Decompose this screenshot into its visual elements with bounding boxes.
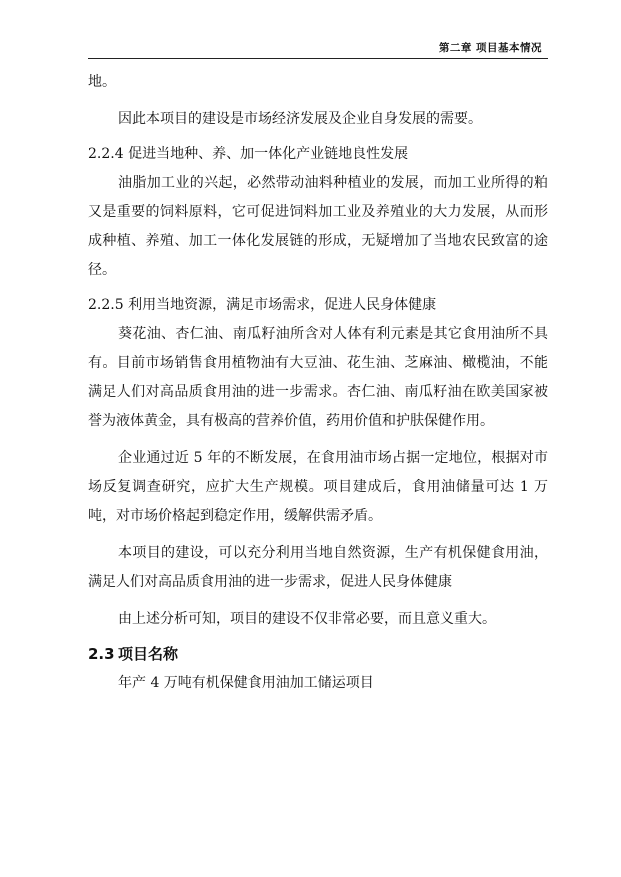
section-title: 项目名称 — [118, 645, 179, 663]
paragraph: 企业通过近 5 年的不断发展，在食用油市场占据一定地位，根据对市场反复调查研究，应扩大生产规模。项目建成后，食用油储量可达 1 万吨，对市场价格起到稳定作用，缓解供需矛盾。 — [88, 450, 548, 524]
paragraph: 葵花油、杏仁油、南瓜籽油所含对人体有利元素是其它食用油所不具有。目前市场销售食用植物油有大豆油、花生油、芝麻油、橄榄油，不能满足人们对高品质食用油的进一步需求。杏仁油、南瓜籽油在欧美国家被誉为液体黄金，具有极高的营养价值，药用价值和护肤保健作用。 — [88, 326, 548, 429]
section-content: 年产 4 万吨有机保健食用油加工储运项目 — [118, 675, 374, 691]
paragraph: 由上述分析可知，项目的建设不仅非常必要，而且意义重大。 — [118, 611, 496, 627]
section-number: 2.3 — [88, 645, 115, 663]
subsection-heading-2-2-5: 2.2.5 利用当地资源，满足市场需求，促进人民身体健康 — [88, 297, 437, 313]
page-header — [88, 38, 548, 59]
paragraph: 因此本项目的建设是市场经济发展及企业自身发展的需要。 — [118, 111, 482, 127]
subsection-heading-2-2-4: 2.2.4 促进当地种、养、加一体化产业链地良性发展 — [88, 146, 409, 162]
paragraph-continuation: 地。 — [88, 74, 116, 90]
section-heading — [88, 640, 548, 669]
document-body — [88, 68, 548, 698]
paragraph: 本项目的建设，可以充分利用当地自然资源，生产有机保健食用油，满足人们对高品质食用油的进一步需求，促进人民身体健康 — [88, 545, 548, 590]
chapter-title: 第二章 项目基本情况 — [438, 42, 542, 54]
paragraph: 油脂加工业的兴起，必然带动油料种植业的发展，而加工业所得的粕又是重要的饲料原料，它可促进饲料加工业及养殖业的大力发展，从而形成种植、养殖、加工一体化发展链的形成，无疑增加了当地农民致富的途径。 — [88, 175, 548, 278]
